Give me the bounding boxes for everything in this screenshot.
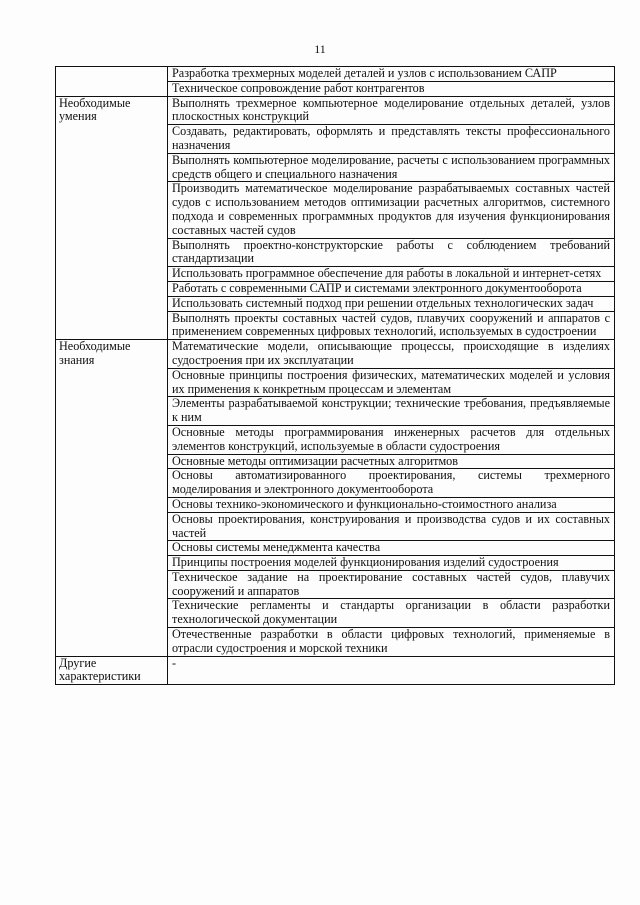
page-number: 11 [314, 42, 326, 56]
knowledge-item: Основы системы менеджмента качества [168, 541, 615, 556]
knowledge-item: Принципы построения моделей функционирования изделий судостроения [168, 556, 615, 571]
skill-item: Работать с современными САПР и системами электронного документооборота [168, 281, 615, 296]
skill-item: Выполнять трехмерное компьютерное моделирование отдельных деталей, узлов плоскостных конструкций [168, 96, 615, 125]
knowledge-item: Основы технико-экономического и функционально-стоимостного анализа [168, 497, 615, 512]
knowledge-item: Технические регламенты и стандарты организации в области разработки технологической документации [168, 599, 615, 628]
knowledge-item: Основы проектирования, конструирования и производства судов и их составных частей [168, 512, 615, 541]
requirements-table [55, 66, 615, 685]
other-characteristics-value: - [168, 656, 615, 685]
table-row [56, 96, 615, 125]
skill-item: Производить математическое моделирование разрабатываемых составных частей судов с использованием методов оптимизации расчетных алгоритмов, системного подхода и современных программных продуктов для изучения функционирования составных частей судов [168, 182, 615, 238]
skill-item: Выполнять компьютерное моделирование, расчеты с использованием программных средств общего и специального назначения [168, 153, 615, 182]
table-row [56, 67, 615, 82]
continued-label-cell [56, 67, 168, 97]
table-row [56, 340, 615, 369]
knowledge-item: Отечественные разработки в области цифровых технологий, применяемые в отрасли судостроения и морской техники [168, 628, 615, 657]
knowledge-item: Математические модели, описывающие процессы, происходящие в изделиях судостроения при их эксплуатации [168, 340, 615, 369]
skills-label: Необходимые умения [56, 96, 168, 340]
skill-item: Создавать, редактировать, оформлять и представлять тексты профессионального назначения [168, 125, 615, 154]
knowledge-item: Основные принципы построения физических, математических моделей и условия их применения к конкретным процессам и элементам [168, 368, 615, 397]
continued-item: Разработка трехмерных моделей деталей и узлов с использованием САПР [168, 67, 615, 82]
knowledge-label: Необходимые знания [56, 340, 168, 657]
knowledge-item: Основные методы программирования инженерных расчетов для отдельных элементов конструкций, используемые в области судостроения [168, 425, 615, 454]
knowledge-item: Элементы разрабатываемой конструкции; технические требования, предъявляемые к ним [168, 397, 615, 426]
continued-item: Техническое сопровождение работ контрагентов [168, 81, 615, 96]
table-row [56, 656, 615, 685]
knowledge-item: Техническое задание на проектирование составных частей судов, плавучих сооружений и аппаратов [168, 570, 615, 599]
skill-item: Выполнять проекты составных частей судов, плавучих сооружений и аппаратов с применением современных цифровых технологий, используемых в судостроении [168, 311, 615, 340]
skill-item: Выполнять проектно-конструкторские работы с соблюдением требований стандартизации [168, 238, 615, 267]
skill-item: Использовать системный подход при решении отдельных технологических задач [168, 296, 615, 311]
skill-item: Использовать программное обеспечение для работы в локальной и интернет-сетях [168, 267, 615, 282]
knowledge-item: Основные методы оптимизации расчетных алгоритмов [168, 454, 615, 469]
knowledge-item: Основы автоматизированного проектирования, системы трехмерного моделирования и электронного документооборота [168, 469, 615, 498]
other-characteristics-label: Другие характеристики [56, 656, 168, 685]
